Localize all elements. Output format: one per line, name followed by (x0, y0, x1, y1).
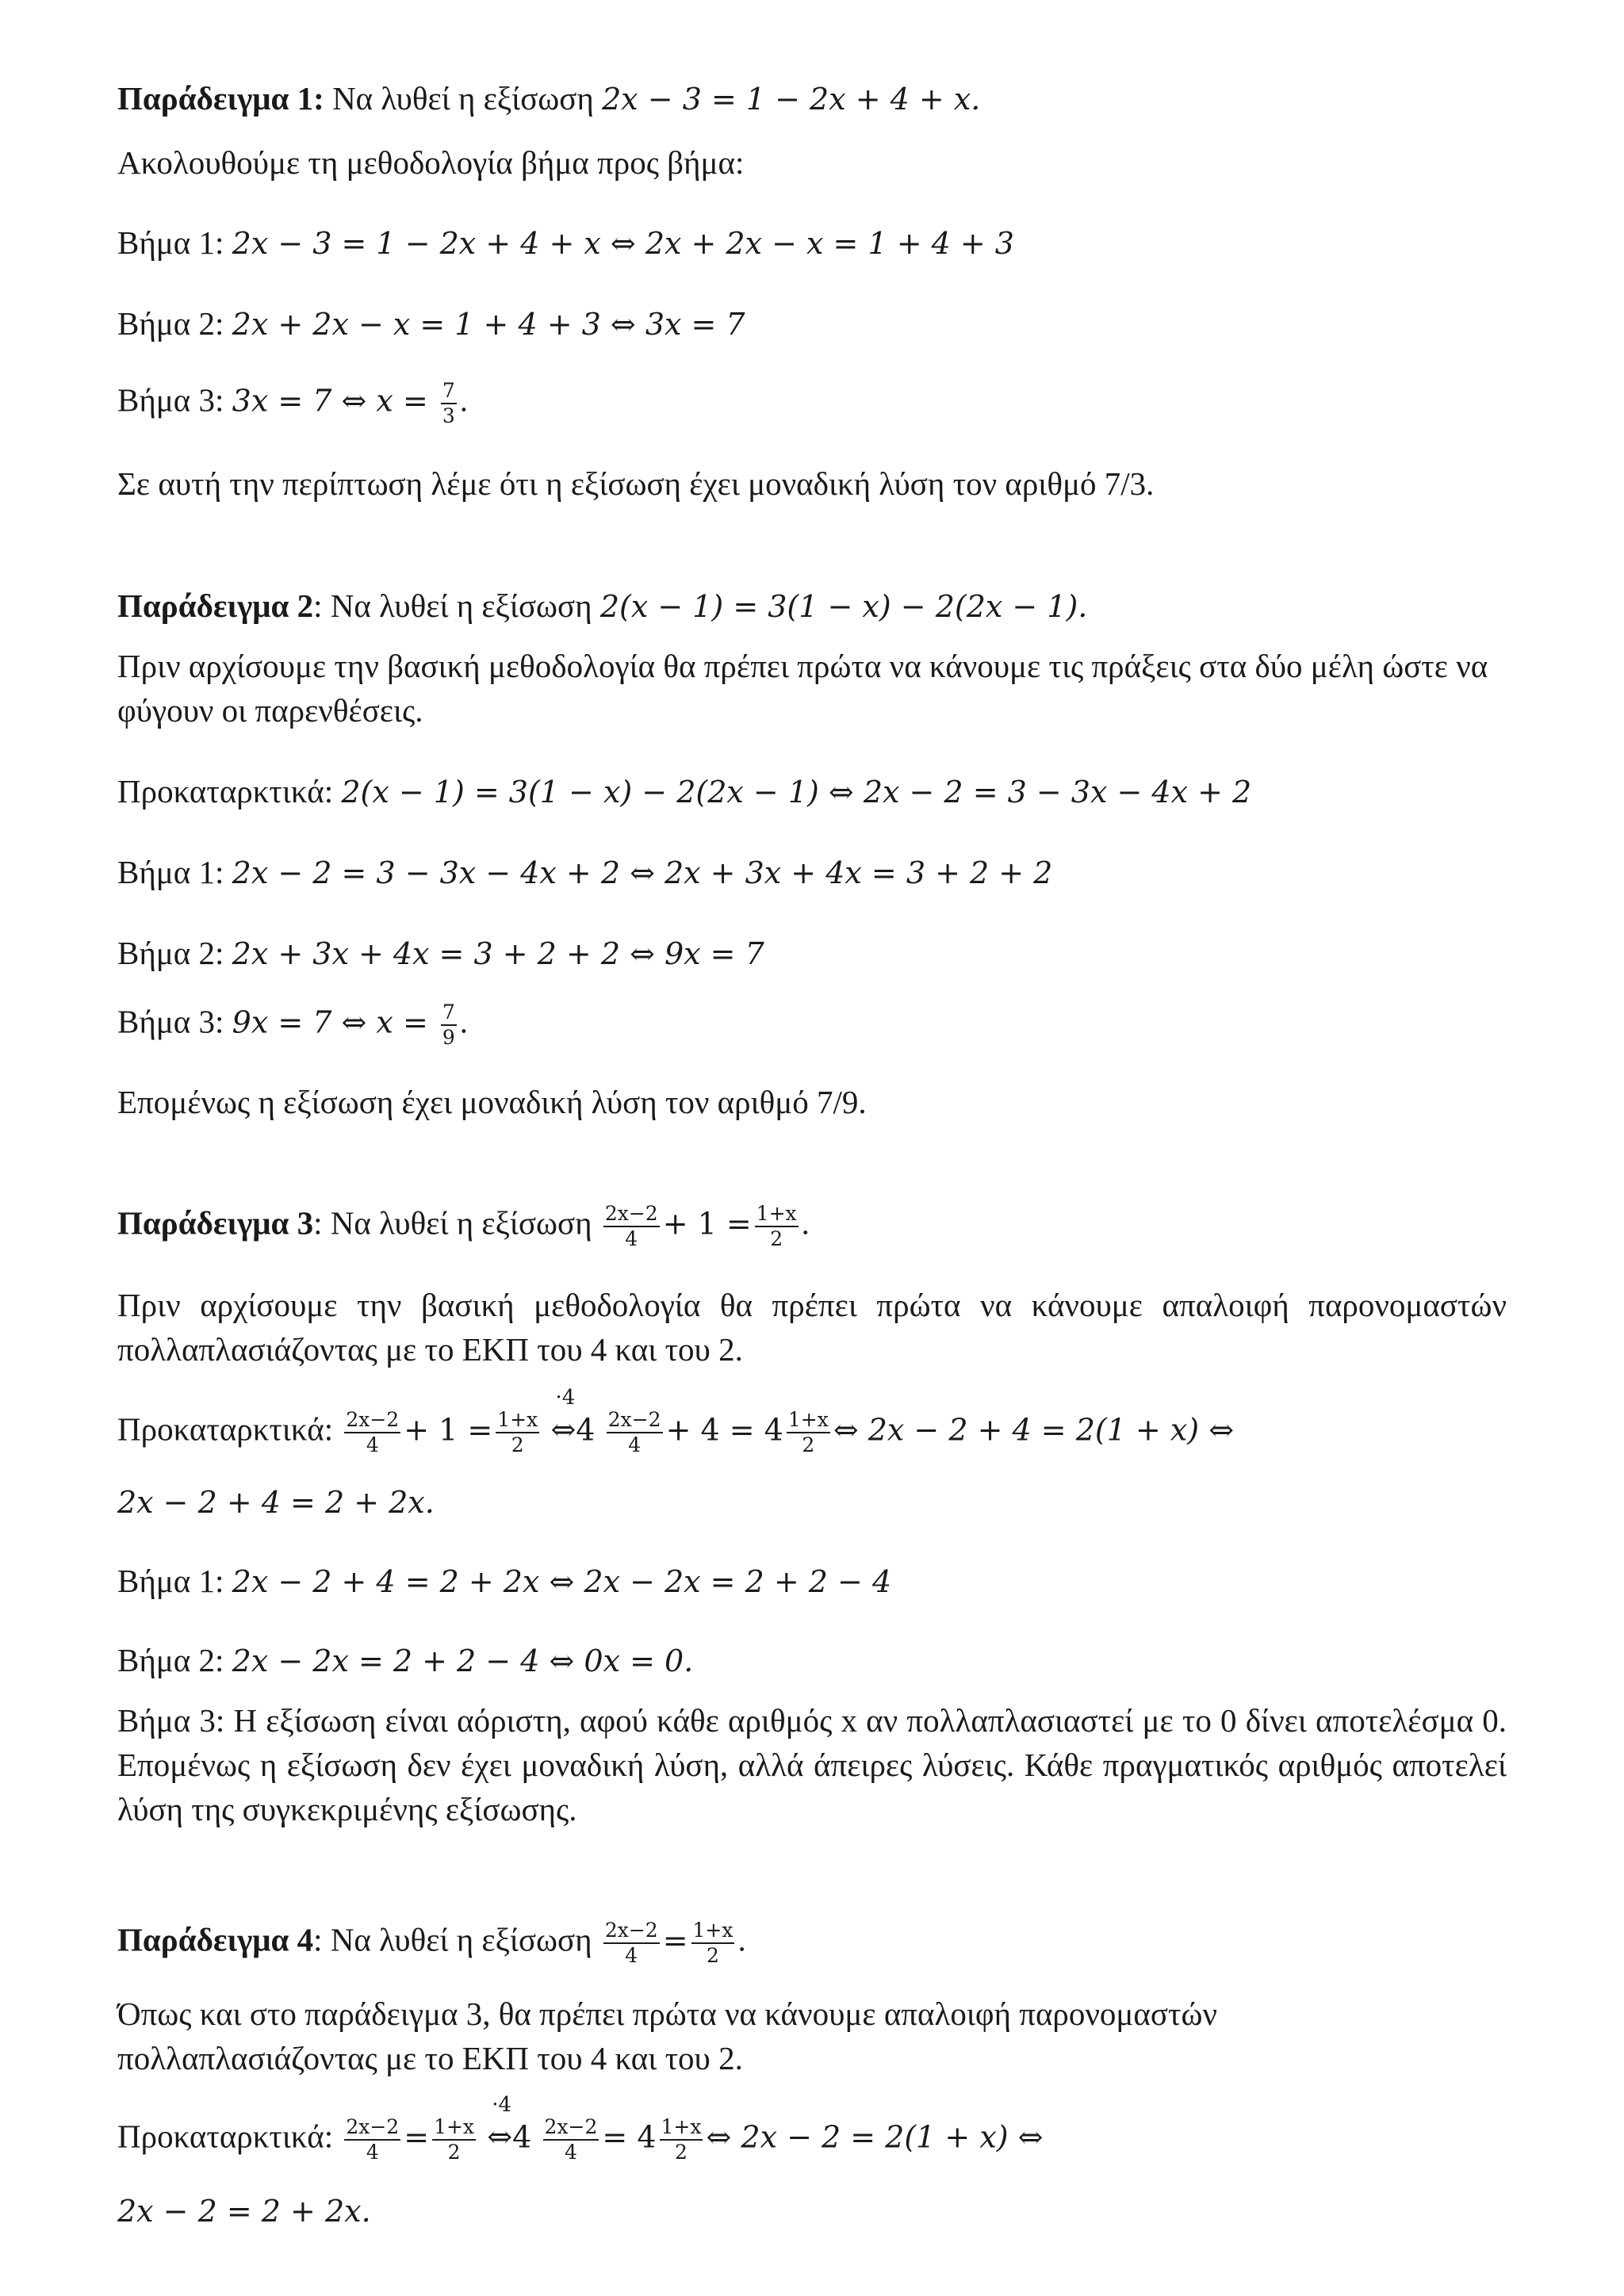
ex4-prelim-label: Προκαταρκτικά: (117, 2118, 334, 2155)
ex2-step3-num: 7 (441, 1001, 457, 1026)
ex1-step3-fraction (441, 379, 457, 428)
ex3-prelim-equiv: ⇔ (833, 1412, 868, 1448)
frac-d-den: 2 (675, 2141, 688, 2164)
ex4-title: Παράδειγμα 4 (117, 1921, 314, 1958)
frac-c-den: 4 (565, 2141, 577, 2164)
ex3-prelim-multiply-equiv: ·4 ⇔ (550, 1386, 576, 1448)
ex4-heading-frac-right (691, 1919, 735, 1968)
ex3-heading-op: + 1 = (662, 1206, 752, 1242)
frac-right-den: 2 (770, 1227, 783, 1250)
ex2-prelim-math: 2(x − 1) = 3(1 − x) − 2(2x − 1) ⇔ 2x − 2 = 3 − 3x − 4x + 2 (341, 775, 1252, 809)
ex2-step2-label: Βήμα 2: (117, 935, 224, 971)
frac-b-num: 1+x (496, 1408, 539, 1433)
frac-a-num: 2x−2 (344, 2115, 400, 2141)
ex2-prelim (117, 775, 1251, 808)
ex3-intro: Πριν αρχίσουμε την βασική μεθοδολογία θα πρέπει πρώτα να κάνουμε απαλοιφή παρονομαστών πολλαπλασιάζοντας με το ΕΚΠ του 4 και του 2. (117, 1287, 1507, 1368)
ex4-prelim-multiply-equiv: ·4 ⇔ (487, 2093, 513, 2155)
ex3-step2-label: Βήμα 2: (117, 1642, 224, 1678)
ex3-title: Παράδειγμα 3 (117, 1204, 314, 1242)
ex1-step3-num: 7 (441, 379, 457, 404)
ex2-heading (117, 587, 1088, 624)
ex4-prelim-op1: = (404, 2119, 430, 2155)
ex4-prompt: : Να λυθεί η εξίσωση (313, 1921, 592, 1958)
frac-a-den: 4 (366, 1433, 379, 1456)
ex1-step3: Βήμα 3: 3x = 7 ⇔ x = $\frac{7}{3}$ . (117, 379, 469, 427)
ex2-step3-fraction (441, 1001, 457, 1050)
ex1-conclusion: Σε αυτή την περίπτωση λέμε ότι η εξίσωση έχει μοναδική λύση τον αριθμό 7/3. (117, 465, 1155, 502)
ex3-step2 (117, 1644, 693, 1677)
frac-right-num: 1+x (755, 1202, 799, 1227)
ex2-prompt: : Να λυθεί η εξίσωση (313, 587, 592, 624)
ex3-prompt: : Να λυθεί η εξίσωση (313, 1204, 592, 1242)
ex4-heading: Παράδειγμα 4: Να λυθεί η εξίσωση $\frac{2x-2}{4}$ = $\frac{1+x}{2}$ . (117, 1919, 746, 1967)
ex1-step2-math: 2x + 2x − x = 1 + 4 + 3 ⇔ 3x = 7 (232, 307, 745, 342)
ex4-heading-op: = (662, 1923, 688, 1958)
ex1-step3-label: Βήμα 3: (117, 381, 224, 419)
frac-d-num: 1+x (787, 1408, 830, 1433)
frac-right-den: 2 (707, 1944, 719, 1967)
ex1-equation: 2x − 3 = 1 − 2x + 4 + x. (602, 82, 981, 117)
ex3-heading-frac-left (603, 1202, 660, 1251)
ex3-prelim-frac-c (607, 1408, 663, 1457)
ex4-prelim-tail: 2x − 2 = 2(1 + x) ⇔ (741, 2119, 1044, 2155)
ex3-prelim-frac-b (496, 1408, 539, 1457)
frac-b-num: 1+x (432, 2115, 476, 2141)
ex3-step1-label: Βήμα 1: (117, 1563, 224, 1599)
ex1-intro: Ακολουθούμε τη μεθοδολογία βήμα προς βήμα: (117, 144, 745, 181)
ex2-intro: Πριν αρχίσουμε την βασική μεθοδολογία θα πρέπει πρώτα να κάνουμε τις πράξεις στα δύο μέλη ώστε να φύγουν οι παρενθέσεις. (117, 648, 1488, 729)
ex3-step1-math: 2x − 2 + 4 = 2 + 2x ⇔ 2x − 2x = 2 + 2 − 4 (232, 1564, 892, 1599)
frac-left-den: 4 (625, 1227, 638, 1250)
ex4-prelim-frac-c (543, 2115, 599, 2164)
ex1-title: Παράδειγμα 1: (117, 80, 324, 117)
ex4-heading-frac-left (603, 1919, 660, 1968)
frac-b-den: 2 (447, 2141, 461, 2164)
ex2-step1-label: Βήμα 1: (117, 854, 224, 890)
ex1-step1 (117, 224, 1014, 261)
ex2-step2 (117, 937, 764, 970)
ex3-prelim-op2: + 4 = 4 (665, 1412, 783, 1448)
ex4-prelim-frac-d (660, 2115, 703, 2164)
ex3-prelim (117, 1386, 1235, 1457)
ex4-prelim-frac-a (344, 2115, 400, 2164)
frac-left-num: 2x−2 (603, 1202, 660, 1227)
ex3-step1 (117, 1565, 891, 1598)
ex3-heading-frac-right (755, 1202, 799, 1251)
ex1-step2-label: Βήμα 2: (117, 305, 224, 342)
ex4-prelim-op2: = 4 (602, 2119, 657, 2155)
ex2-step1-math: 2x − 2 = 3 − 3x − 4x + 2 ⇔ 2x + 3x + 4x = 3 + 2 + 2 (232, 855, 1053, 890)
ex1-heading (117, 82, 980, 115)
ex1-step1-math: 2x − 3 = 1 − 2x + 4 + x ⇔ 2x + 2x − x = 1 + 4 + 3 (232, 226, 1014, 261)
ex3-prelim-line2: 2x − 2 + 4 = 2 + 2x. (117, 1485, 435, 1520)
ex3-prelim-frac-d (787, 1408, 830, 1457)
ex3-prelim-op1: + 1 = (404, 1412, 493, 1448)
ex2-title: Παράδειγμα 2 (117, 587, 314, 624)
frac-b-den: 2 (511, 1433, 524, 1456)
ex4-prelim (117, 2093, 1044, 2164)
ex4-prelim-frac-b (432, 2115, 476, 2164)
multiply-mark: ·4 (555, 1386, 576, 1410)
ex3-prelim-label: Προκαταρκτικά: (117, 1410, 334, 1448)
frac-d-num: 1+x (660, 2115, 703, 2141)
ex1-step3-den: 3 (442, 404, 455, 427)
ex3-prelim-four: 4 (576, 1412, 596, 1448)
ex3-prelim-tail: 2x − 2 + 4 = 2(1 + x) ⇔ (868, 1412, 1235, 1448)
ex2-equation: 2(x − 1) = 3(1 − x) − 2(2x − 1). (599, 589, 1088, 624)
ex3-heading: Παράδειγμα 3: Να λυθεί η εξίσωση $\frac{2x-2}{4}$ + 1 = $\frac{1+x}{2}$ . (117, 1202, 810, 1250)
ex1-step2 (117, 305, 745, 342)
ex2-step3: Βήμα 3: 9x = 7 ⇔ x = $\frac{7}{9}$ . (117, 1001, 469, 1049)
frac-c-den: 4 (628, 1433, 642, 1456)
ex3-step2-math: 2x − 2x = 2 + 2 − 4 ⇔ 0x = 0. (232, 1644, 694, 1678)
ex4-prelim-line2: 2x − 2 = 2 + 2x. (117, 2194, 371, 2229)
frac-d-den: 2 (802, 1433, 815, 1456)
ex2-step3-math: 9x = 7 ⇔ x = (232, 1004, 438, 1040)
multiply-mark: ·4 (492, 2093, 512, 2118)
frac-a-den: 4 (366, 2141, 379, 2164)
ex1-prompt: Να λυθεί η εξίσωση (332, 80, 594, 117)
frac-right-num: 1+x (691, 1919, 735, 1944)
ex2-step3-den: 9 (442, 1026, 455, 1049)
ex3-prelim-frac-a (344, 1408, 400, 1457)
ex1-step1-label: Βήμα 1: (117, 224, 224, 261)
ex4-prelim-four: 4 (512, 2119, 532, 2155)
frac-c-num: 2x−2 (543, 2115, 599, 2141)
frac-a-num: 2x−2 (344, 1408, 400, 1433)
frac-left-num: 2x−2 (603, 1919, 660, 1944)
ex2-conclusion: Επομένως η εξίσωση έχει μοναδική λύση τον αριθμό 7/9. (117, 1084, 867, 1120)
ex2-prelim-label: Προκαταρκτικά: (117, 773, 334, 809)
frac-c-num: 2x−2 (607, 1408, 663, 1433)
ex4-intro: Όπως και στο παράδειγμα 3, θα πρέπει πρώτα να κάνουμε απαλοιφή παρονομαστών πολλαπλασιάζοντας με το ΕΚΠ του 4 και του 2. (117, 1996, 1217, 2076)
ex3-step3: Βήμα 3: Η εξίσωση είναι αόριστη, αφού κάθε αριθμός x αν πολλαπλασιαστεί με το 0 δίνει αποτελέσμα 0. Επομένως η εξίσωση δεν έχει μοναδική λύση, αλλά άπειρες λύσεις. Κάθε πραγματικός αριθμός αποτελεί λύση της συγκεκριμένης εξίσωσης. (117, 1702, 1507, 1827)
ex2-step3-label: Βήμα 3: (117, 1003, 224, 1040)
ex4-prelim-equiv: ⇔ (706, 2119, 741, 2155)
frac-left-den: 4 (625, 1944, 638, 1967)
ex2-step1 (117, 856, 1052, 889)
ex1-step3-math: 3x = 7 ⇔ x = (232, 383, 438, 419)
ex2-step2-math: 2x + 3x + 4x = 3 + 2 + 2 ⇔ 9x = 7 (232, 936, 764, 971)
